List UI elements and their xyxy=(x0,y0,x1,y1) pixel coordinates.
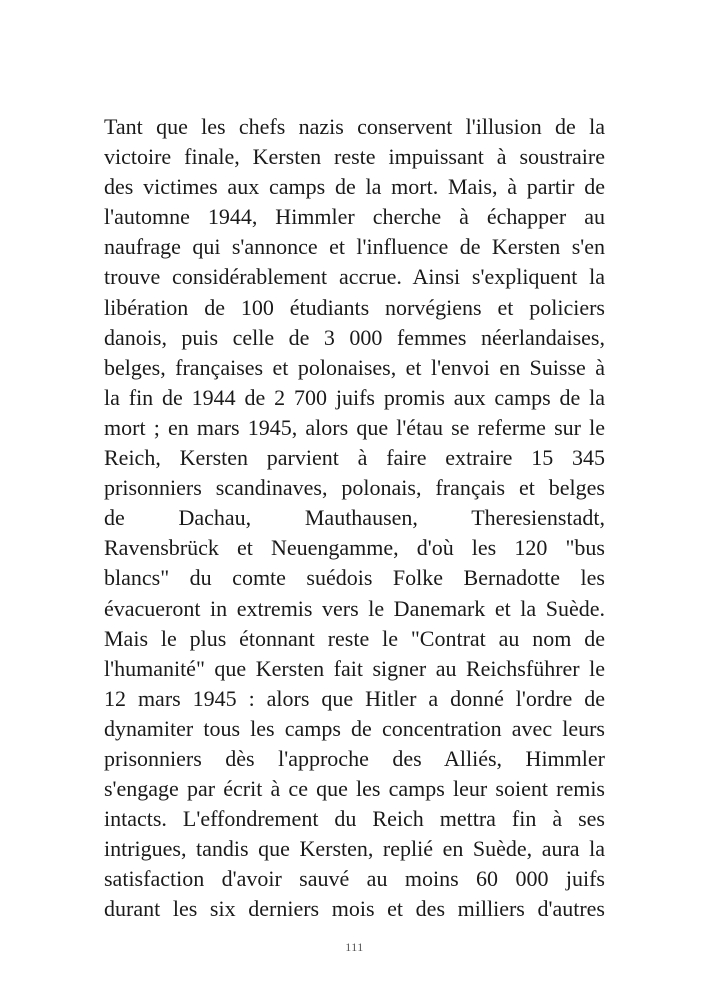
text-line: mort ; en mars 1945, alors que l'étau se referme sur le xyxy=(104,414,605,440)
text-line: des victimes aux camps de la mort. Mais, à partir de xyxy=(104,174,605,200)
text-line: danois, puis celle de 3 000 femmes néerlandaises, xyxy=(104,324,605,350)
text-line: intrigues, tandis que Kersten, replié en Suède, aura la xyxy=(104,836,605,862)
text-line: s'engage par écrit à ce que les camps leur soient remis xyxy=(104,776,605,802)
text-line: évacueront in extremis vers le Danemark et la Suède. xyxy=(104,595,605,621)
page-number: 111 xyxy=(345,940,364,954)
text-line: prisonniers scandinaves, polonais, français et belges xyxy=(104,475,605,501)
text-line: libération de 100 étudiants norvégiens et policiers xyxy=(104,294,605,320)
text-line: satisfaction d'avoir sauvé au moins 60 000 juifs xyxy=(104,866,605,892)
text-line: intacts. L'effondrement du Reich mettra fin à ses xyxy=(104,806,605,832)
text-line: l'humanité" que Kersten fait signer au Reichsführer le xyxy=(104,655,605,681)
text-line: la fin de 1944 de 2 700 juifs promis aux camps de la xyxy=(104,384,605,410)
text-line: dynamiter tous les camps de concentration avec leurs xyxy=(104,715,605,741)
text-line: blancs" du comte suédois Folke Bernadotte les xyxy=(104,565,605,591)
text-line: 12 mars 1945 : alors que Hitler a donné l'ordre de xyxy=(104,685,605,711)
text-line: naufrage qui s'annonce et l'influence de Kersten s'en xyxy=(104,234,605,260)
text-line: belges, françaises et polonaises, et l'envoi en Suisse à xyxy=(104,354,605,380)
text-line: l'automne 1944, Himmler cherche à échapper au xyxy=(104,204,605,230)
text-line: prisonniers dès l'approche des Alliés, Himmler xyxy=(104,745,605,771)
text-line: Ravensbrück et Neuengamme, d'où les 120 "bus xyxy=(104,535,605,561)
text-line: Mais le plus étonnant reste le "Contrat au nom de xyxy=(104,625,605,651)
body-text xyxy=(104,112,605,925)
text-line: Tant que les chefs nazis conservent l'illusion de la xyxy=(104,114,605,139)
text-line: de Dachau, Mauthausen, Theresienstadt, xyxy=(104,505,605,531)
text-line: durant les six derniers mois et des milliers d'autres xyxy=(104,896,605,922)
text-line: Reich, Kersten parvient à faire extraire 15 345 xyxy=(104,445,605,471)
text-line: trouve considérablement accrue. Ainsi s'expliquent la xyxy=(104,264,605,290)
text-line: victoire finale, Kersten reste impuissant à soustraire xyxy=(104,144,605,170)
